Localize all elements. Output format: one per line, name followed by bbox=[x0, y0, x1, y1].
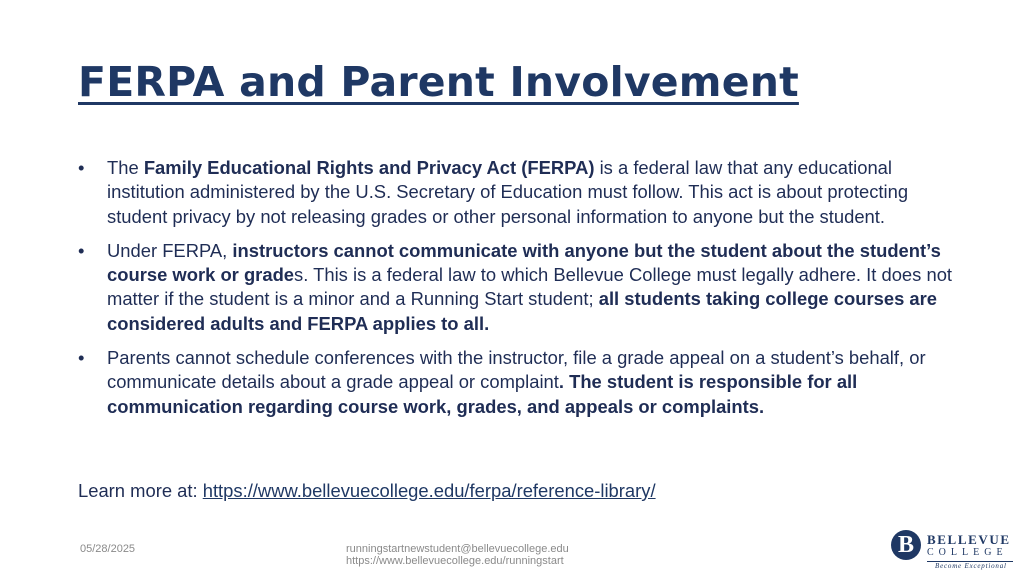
bullet-text bbox=[107, 240, 952, 334]
bullet-item bbox=[78, 346, 958, 419]
logo-seal: B bbox=[891, 530, 921, 560]
bullet-item bbox=[78, 156, 958, 229]
bullet-segment-bold: all students taking college courses are considered adults and FERPA applies to all. bbox=[107, 288, 938, 334]
learn-more bbox=[78, 479, 656, 503]
footer-contact: runningstartnewstudent@bellevuecollege.edu https://www.bellevuecollege.edu/runningstart bbox=[346, 543, 569, 567]
logo-tagline: Become Exceptional bbox=[935, 562, 1007, 570]
slide-title: FERPA and Parent Involvement bbox=[78, 58, 799, 106]
logo-name-line2: COLLEGE bbox=[927, 547, 1008, 558]
learn-more-label: Learn more at: bbox=[78, 480, 203, 501]
bullet-segment-bold: Family Educational Rights and Privacy Act (FERPA) bbox=[143, 157, 595, 178]
footer-date: 05/28/2025 bbox=[80, 543, 136, 555]
bullet-segment: Under FERPA, bbox=[107, 239, 233, 261]
bellevue-college-logo-icon bbox=[889, 528, 1017, 572]
bullet-list bbox=[78, 156, 958, 429]
bullet-segment: Parents cannot schedule conferences with the instructor, file a grade appeal on a student’s behalf, or communicate details about a grade appeal or complaint bbox=[107, 347, 926, 393]
bullet-item bbox=[78, 239, 958, 336]
bullet-dot-icon: • bbox=[78, 347, 85, 369]
ferpa-reference-link[interactable]: https://www.bellevuecollege.edu/ferpa/reference-library/ bbox=[202, 480, 656, 501]
bullet-text bbox=[107, 157, 908, 227]
bullet-segment-bold: . The student is responsible for all communication regarding course work, grades, and appeals or complaints. bbox=[107, 371, 858, 417]
bullet-dot-icon: • bbox=[78, 239, 85, 261]
bullet-segment: The bbox=[107, 157, 144, 178]
bullet-dot-icon: • bbox=[78, 157, 85, 178]
bullet-text bbox=[107, 347, 926, 417]
bullet-segment: s. This is a federal law to which Bellevue College must legally adhere. It does not matter if the student is a minor and a Running Start student; bbox=[107, 264, 953, 310]
bullet-segment: is a federal law that any educational institution administered by the U.S. Secretary of Education must follow. This act is about protecting student privacy by not releasing grades or other personal information to anyone but the student. bbox=[107, 157, 909, 227]
bullet-segment-bold: instructors cannot communicate with anyone but the student about the student’s course work or grade bbox=[107, 239, 941, 286]
logo-name-line1: BELLEVUE bbox=[927, 532, 1011, 547]
